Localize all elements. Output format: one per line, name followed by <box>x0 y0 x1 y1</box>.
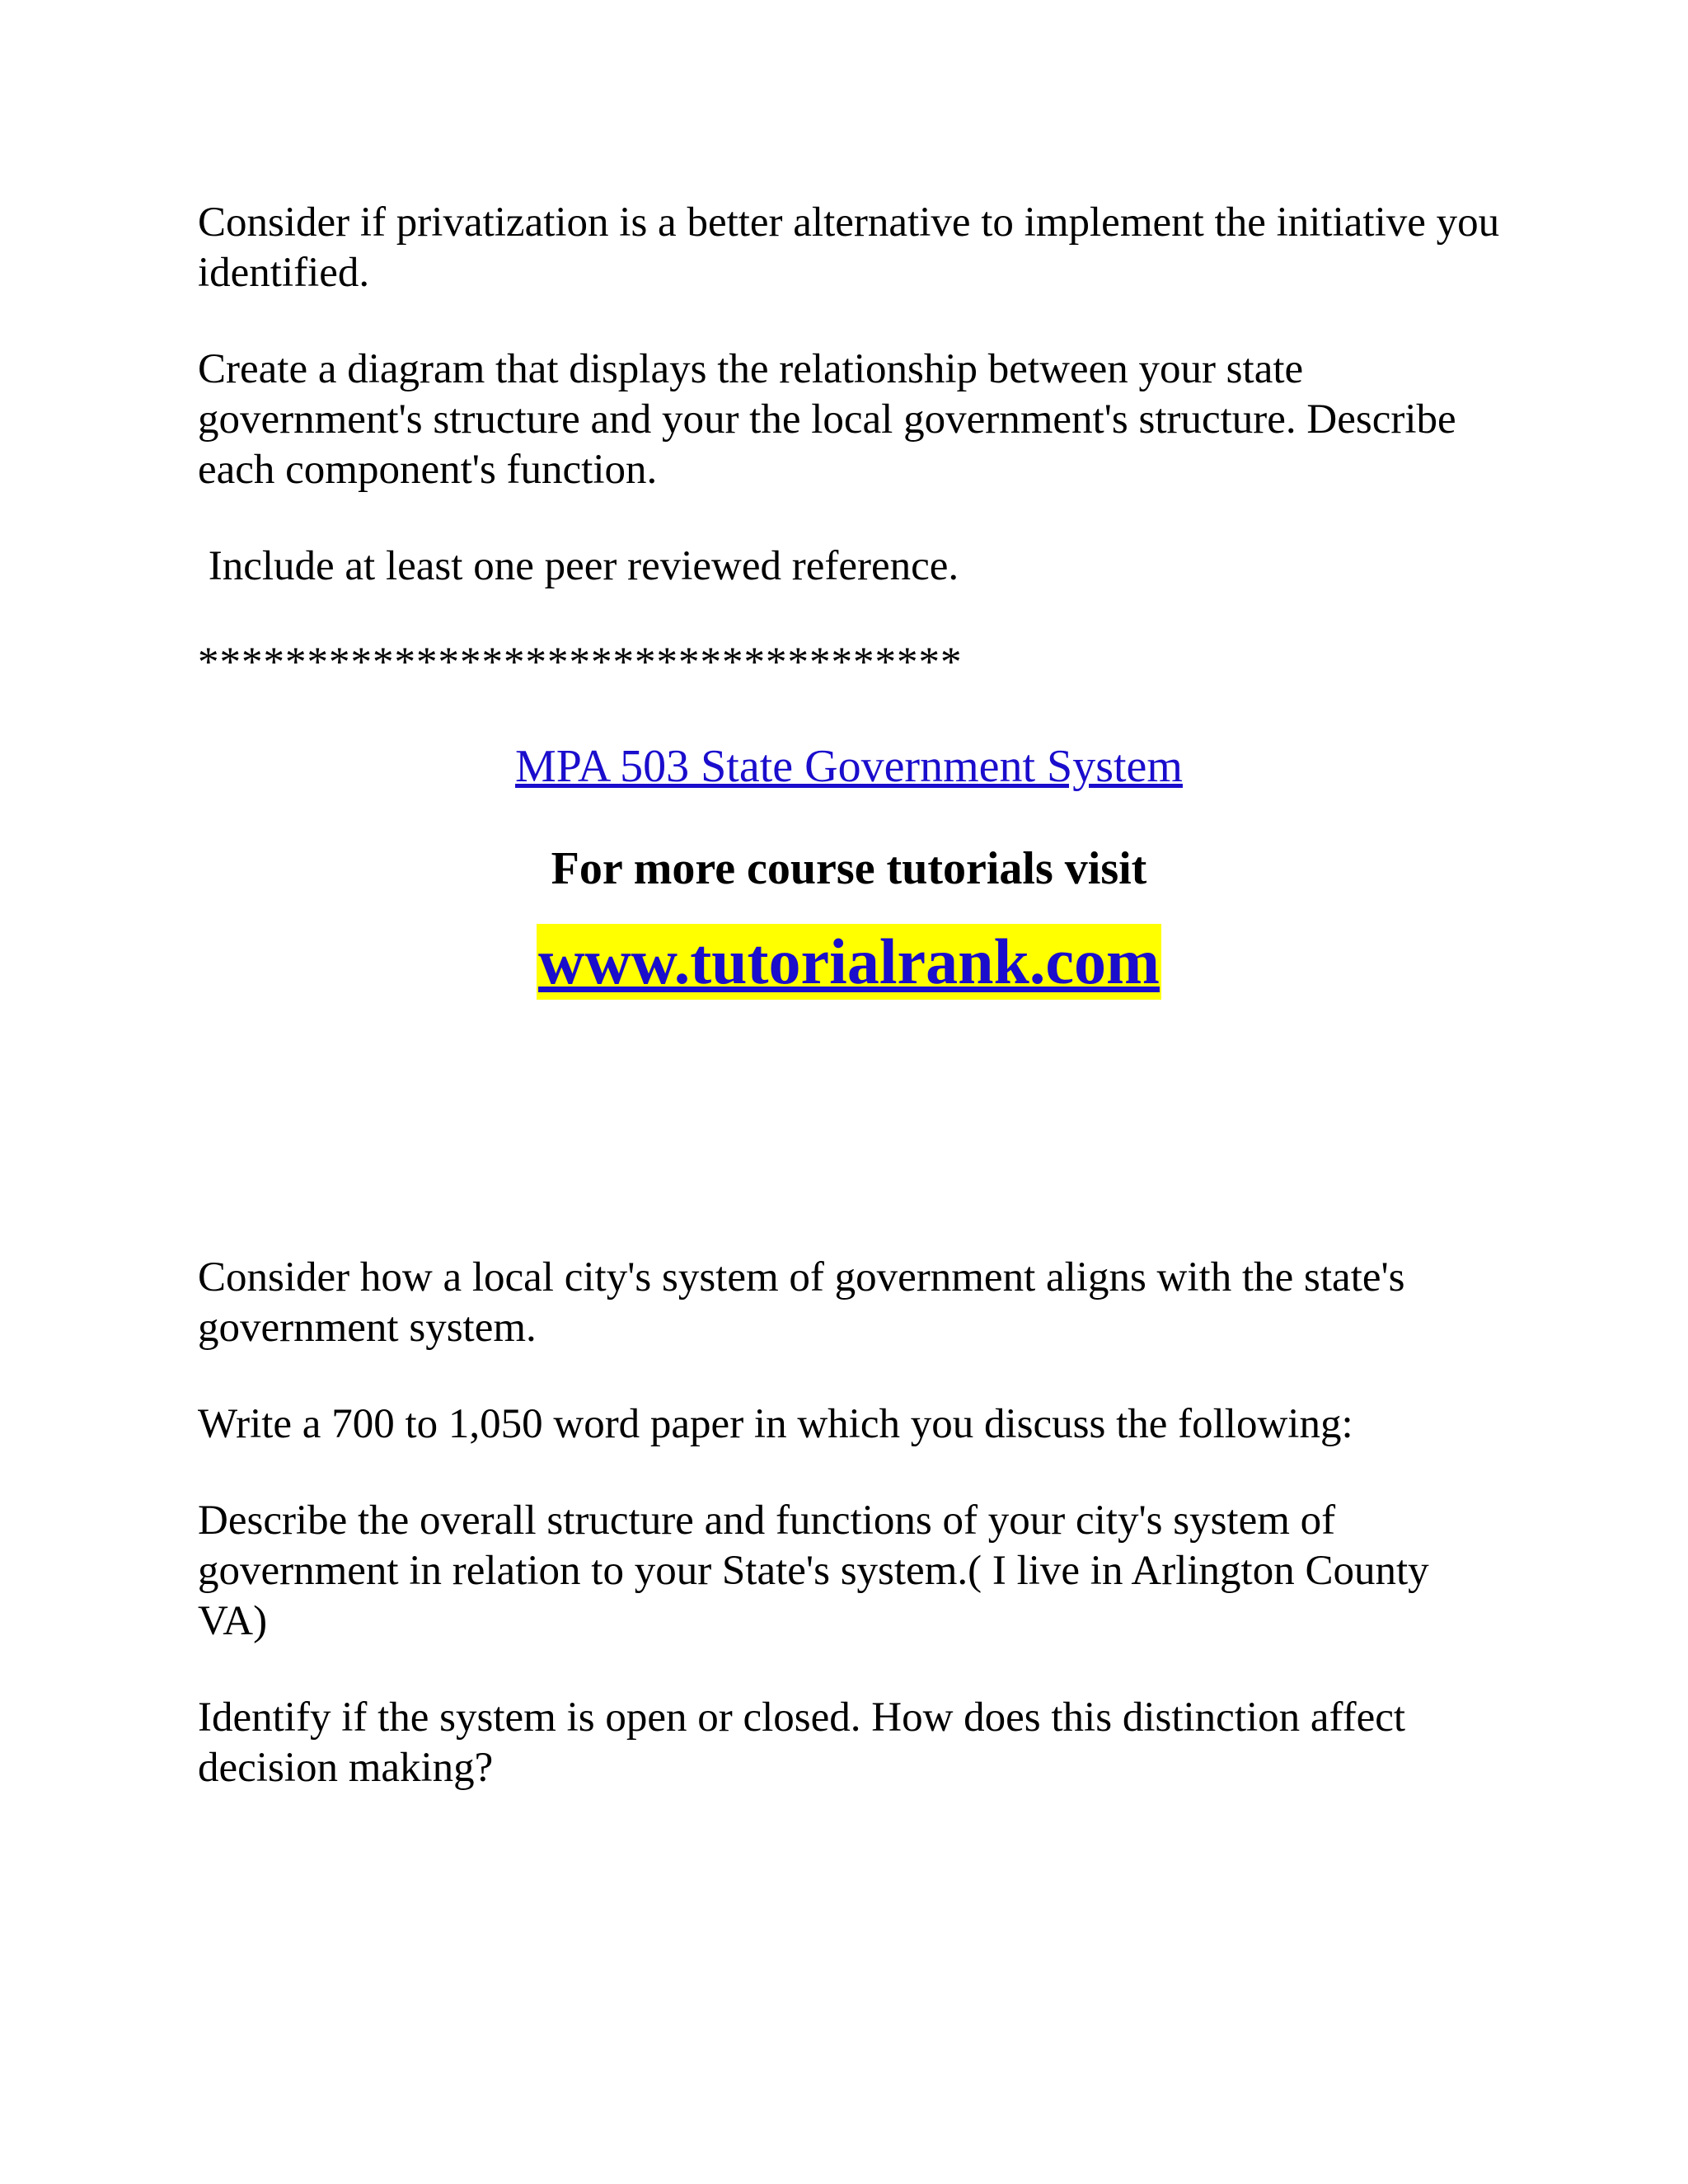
course-title-link[interactable] <box>198 738 1500 795</box>
paragraph-create-diagram: Create a diagram that displays the relationship between your state government's structure and your the local government's structure. Describe each component's function. <box>198 346 1467 493</box>
top-section <box>198 198 1510 1018</box>
asterisk-separator: *********************************** <box>198 640 963 686</box>
site-link-container <box>198 924 1500 1018</box>
paragraph-word-count: Write a 700 to 1,050 word paper in which you discuss the following: <box>198 1401 1353 1447</box>
paragraph-peer-reference: Include at least one peer reviewed reference. <box>198 543 959 589</box>
assignment-section <box>198 1253 1500 1840</box>
course-title-link-text[interactable]: MPA 503 State Government System <box>515 741 1183 792</box>
tutorialrank-link[interactable]: www.tutorialrank.com <box>537 924 1161 1000</box>
paragraph-city-alignment: Consider how a local city's system of government aligns with the state's government system. <box>198 1254 1416 1351</box>
paragraph-privatization: Consider if privatization is a better alternative to implement the initiative you identified. <box>198 199 1510 296</box>
paragraph-open-closed: Identify if the system is open or closed. How does this distinction affect decision making? <box>198 1694 1416 1791</box>
visit-heading: For more course tutorials visit <box>551 843 1147 894</box>
paragraph-describe-structure: Describe the overall structure and functions of your city's system of government in relation to your State's system.( I live in Arlington County VA) <box>198 1497 1439 1644</box>
